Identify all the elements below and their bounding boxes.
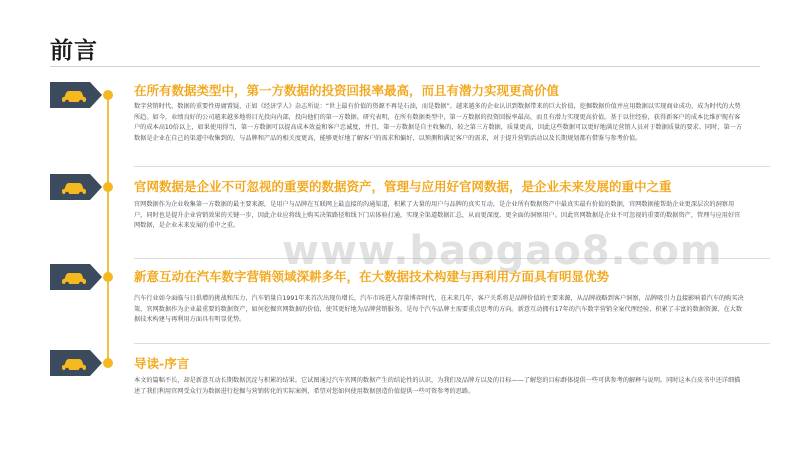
car-icon <box>50 82 102 108</box>
timeline-dot <box>103 182 113 192</box>
section-title: 官网数据是企业不可忽视的重要的数据资产，管理与应用好官网数据，是企业未来发展的重中之重 <box>134 179 672 194</box>
timeline-dot <box>103 90 113 100</box>
watermark: www.baogao8.com <box>282 228 723 274</box>
timeline-line <box>107 92 109 367</box>
section-title: 新意互动在汽车数字营销领域深耕多年，在大数据技术构建与再利用方面具有明显优势 <box>134 269 610 284</box>
timeline-dot <box>103 358 113 368</box>
car-icon <box>50 264 102 290</box>
section-body: 汽车行业如今面临与日俱增的挑战和压力，汽车销量自1991年来首次出现负增长，汽车市场进入存量博弈时代，在未来几年，客户关系将是品牌价值的主要来源，从品牌战略到客户洞察，品牌吸引力直接影响着汽车的购买决策，官网数据作为企业最重要的数据资产，如何挖掘官网数据的价值，使其更好地为品牌营销服务，是每个汽车品牌主需要重点思考的方向。新意互动拥有17年的汽车数字营销全案代理经验，积累了丰富的数据资源，在大数据技术构建与再利用方面具有明显优势。 <box>134 295 744 323</box>
page-title: 前言 <box>50 38 98 64</box>
section-body: 本文的篇幅不长，却是新意互动长期数据沉淀与积累的结果。它试图通过汽车官网的数据产生的结论性的认识，为我们及品牌方以及的目标——了解您的目标群体提供一些可供参考的解释与说明。同时这本白皮书中还详细描述了我们利用官网受众行为数据进行挖掘与营销转化的实际案例，希望对您如何使用数据创造价值提供一些可资参考的思路。 <box>134 377 741 395</box>
section-divider <box>134 343 770 344</box>
car-icon <box>50 350 102 376</box>
title-divider <box>50 66 760 67</box>
car-icon <box>50 174 102 200</box>
timeline-dot <box>103 272 113 282</box>
section-body: 官网数据作为企业收集第一方数据的最主要来源，是用户与品牌在互联网上最直接的沟通渠道，积累了大量的用户与品牌的真实互动，是企业所有数据资产中最真实最有价值的数据，官网数据能帮助企业更深层次的洞察用户，同时也是提升企业营销效果的关键一步，因此企业应将线上购买决策路径和线下门店体验打通，实现全渠道数据汇总，从而更深度、更全面的洞察用户。因此官网数据是企业不可忽视的重要的数据资产，管理与应用好官网数据，是企业未来发展的重中之重。 <box>134 201 741 229</box>
section-title: 在所有数据类型中，第一方数据的投资回报率最高，而且有潜力实现更高价值 <box>134 83 560 98</box>
section-divider <box>134 166 770 167</box>
section-body: 数字营销时代，数据的重要性毋庸置疑，正如《经济学人》杂志所说：“世上最有价值的资源不再是石油，而是数据”。越来越多的企业认识到数据带来的巨大价值，挖掘数据价值并应用数据以实现商业成功，成为时代的大势所趋。如今，业绩良好的公司越来越多地将目光投向内部，投向他们的第一方数据。研究表明，在所有数据类型中，第一方数据的投资回报率最高，而且有潜力实现更高价值。基于以往经验，获得新客户的成本比维护现有客户的成本高10倍以上，如果使用得当，第一方数据可以提高成本效益和客户忠诚度，并且，第一方数据是自主收集的，较之第三方数据，质量更高，因此这些数据可以更好地满足营销人员对于数据质量的要求。同时，第一方数据是企业在自己的渠道中收集到的，与品牌和产品的相关度更高，能够更好地了解客户的需求和偏好，以预测和满足客户的需求，对于提升营销活动以及长期规划都有借鉴与参考价值。 <box>134 103 743 142</box>
section-title: 导读-序言 <box>134 356 190 371</box>
